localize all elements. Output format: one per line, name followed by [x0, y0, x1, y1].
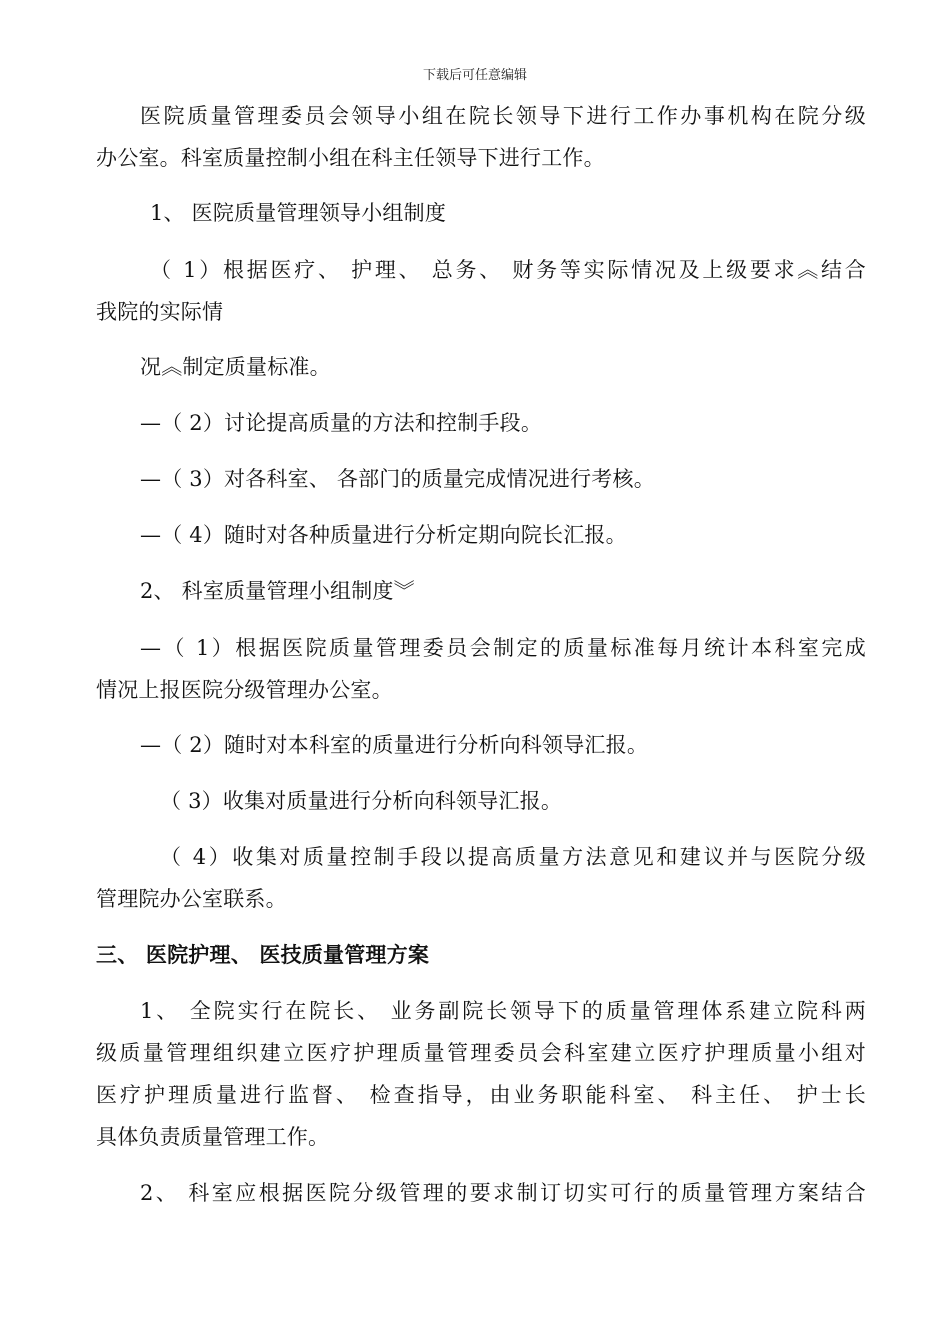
- page-header: 下载后可任意编辑: [422, 68, 527, 83]
- paragraph-line: 具体负责质量管理工作。: [96, 1125, 330, 1149]
- list-item: （ 4）收集对质量控制手段以提高质量方法意见和建议并与医院分级: [160, 845, 866, 869]
- paragraph-line: 级质量管理组织建立医疗护理质量管理委员会科室建立医疗护理质量小组对: [96, 1041, 866, 1065]
- list-item: —（ 2）随时对本科室的质量进行分析向科领导汇报。: [140, 733, 649, 757]
- paragraph-line: 医院质量管理委员会领导小组在院长领导下进行工作办事机构在院分级: [140, 104, 866, 128]
- list-item: —（ 2）讨论提高质量的方法和控制手段。: [140, 411, 543, 435]
- paragraph-line: 2、 科室应根据医院分级管理的要求制订切实可行的质量管理方案结合: [140, 1181, 866, 1205]
- paragraph-line: 办公室。科室质量控制小组在科主任领导下进行工作。: [96, 146, 605, 170]
- paragraph-line: 1、 全院实行在院长、 业务副院长领导下的质量管理体系建立院科两: [140, 999, 866, 1023]
- paragraph-line: 管理院办公室联系。: [96, 887, 287, 911]
- section-heading: 1、 医院质量管理领导小组制度: [150, 201, 447, 225]
- list-item: —（ 3）对各科室、 各部门的质量完成情况进行考核。: [140, 467, 655, 491]
- paragraph-line: 医疗护理质量进行监督、 检查指导，由业务职能科室、 科主任、 护士长: [96, 1083, 866, 1107]
- section-heading: 2、 科室质量管理小组制度︾: [140, 579, 415, 603]
- list-item: —（ 4）随时对各种质量进行分析定期向院长汇报。: [140, 523, 627, 547]
- paragraph-line: 情况上报医院分级管理办公室。: [96, 678, 393, 702]
- paragraph-line: 况︽制定质量标准。: [140, 355, 331, 379]
- paragraph-line: （ 1）根据医疗、 护理、 总务、 财务等实际情况及上级要求︽结合: [150, 258, 866, 282]
- list-item: —（ 1）根据医院质量管理委员会制定的质量标准每月统计本科室完成: [140, 636, 866, 660]
- paragraph-line: 我院的实际情: [96, 300, 224, 324]
- list-item: （ 3）收集对质量进行分析向科领导汇报。: [160, 789, 563, 813]
- chapter-heading: 三、 医院护理、 医技质量管理方案: [96, 943, 430, 967]
